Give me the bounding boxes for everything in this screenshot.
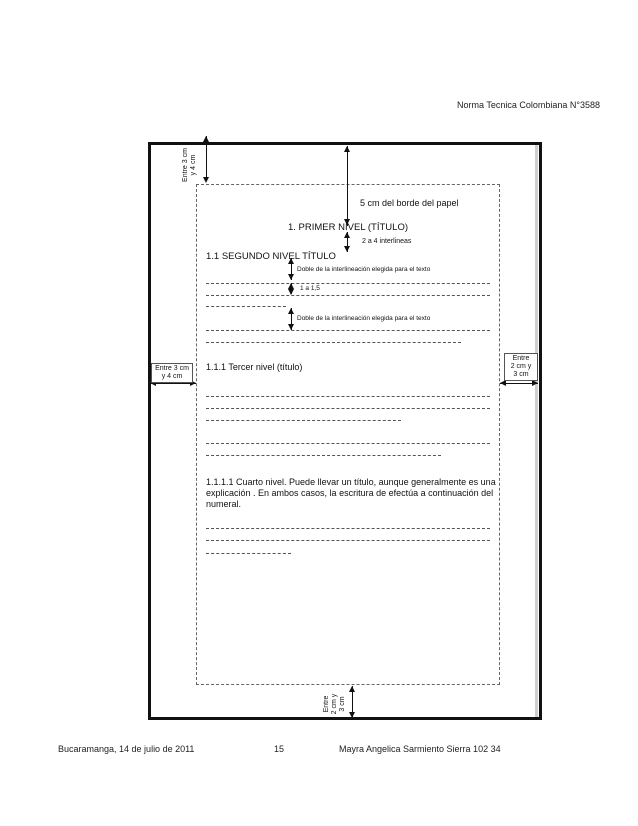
text-line <box>206 330 490 331</box>
top-distance-label: 5 cm del borde del papel <box>360 198 459 208</box>
level1-spacing-arrow-down <box>344 246 350 252</box>
text-line <box>206 553 291 554</box>
footer-page-number: 15 <box>274 744 285 754</box>
text-line <box>206 420 401 421</box>
text-line <box>206 396 490 397</box>
text-line <box>206 540 490 541</box>
text-line <box>206 295 490 296</box>
left-margin-label: Entre 3 cm y 4 cm <box>151 363 193 383</box>
bottom-margin-arrow-up <box>349 686 355 692</box>
spacing-2-4-label: 2 a 4 interlineas <box>362 238 412 245</box>
level2-spacing-arrow-down <box>288 274 294 280</box>
top-distance-line <box>347 146 348 226</box>
level2-heading: 1.1 SEGUNDO NIVEL TÍTULO <box>206 251 336 262</box>
text-line <box>206 306 286 307</box>
right-margin-label: Entre 2 cm y 3 cm <box>504 353 538 381</box>
top-margin-arrow-up <box>203 136 209 142</box>
level3-heading: 1.1.1 Tercer nivel (título) <box>206 362 303 372</box>
double-spacing-label-1: Doble de la interlineación elegida para el texto <box>297 266 431 273</box>
bottom-margin-label: Entre 2 cm y 3 cm <box>323 693 346 715</box>
footer-location-date: Bucaramanga, 14 de julio de 2011 <box>58 744 195 754</box>
double-spacing-label-2: Doble de la interlineación elegida para el texto <box>297 315 431 322</box>
text-line <box>206 283 490 284</box>
level4-paragraph: 1.1.1.1 Cuarto nivel. Puede llevar un título, aunque generalmente es una explicación . En ambos casos, la escritura de efectúa a continuación del numeral. <box>206 477 496 509</box>
paragraph-spacing-arrow-up <box>288 308 294 314</box>
level2-spacing-arrow-up <box>288 258 294 264</box>
text-line <box>206 528 490 529</box>
header-title: Norma Tecnica Colombiana N°3588 <box>456 100 600 110</box>
level1-spacing-arrow-up <box>344 232 350 238</box>
text-line <box>206 342 461 343</box>
footer-author: Mayra Angelica Sarmiento Sierra 102 34 <box>339 744 501 754</box>
top-margin-line <box>206 136 207 180</box>
text-line <box>206 455 441 456</box>
text-line <box>206 443 490 444</box>
bottom-margin-arrow-down <box>349 712 355 718</box>
top-margin-arrow-down <box>203 177 209 183</box>
spacing-1-15-label: 1 a 1,5 <box>300 285 320 292</box>
top-distance-arrow-up <box>344 146 350 152</box>
page-edge-shadow <box>535 145 538 717</box>
text-line <box>206 408 490 409</box>
top-margin-label: Entre 3 cm y 4 cm <box>182 148 197 182</box>
level1-heading: 1. PRIMER NIVEL (TÍTULO) <box>288 222 408 233</box>
